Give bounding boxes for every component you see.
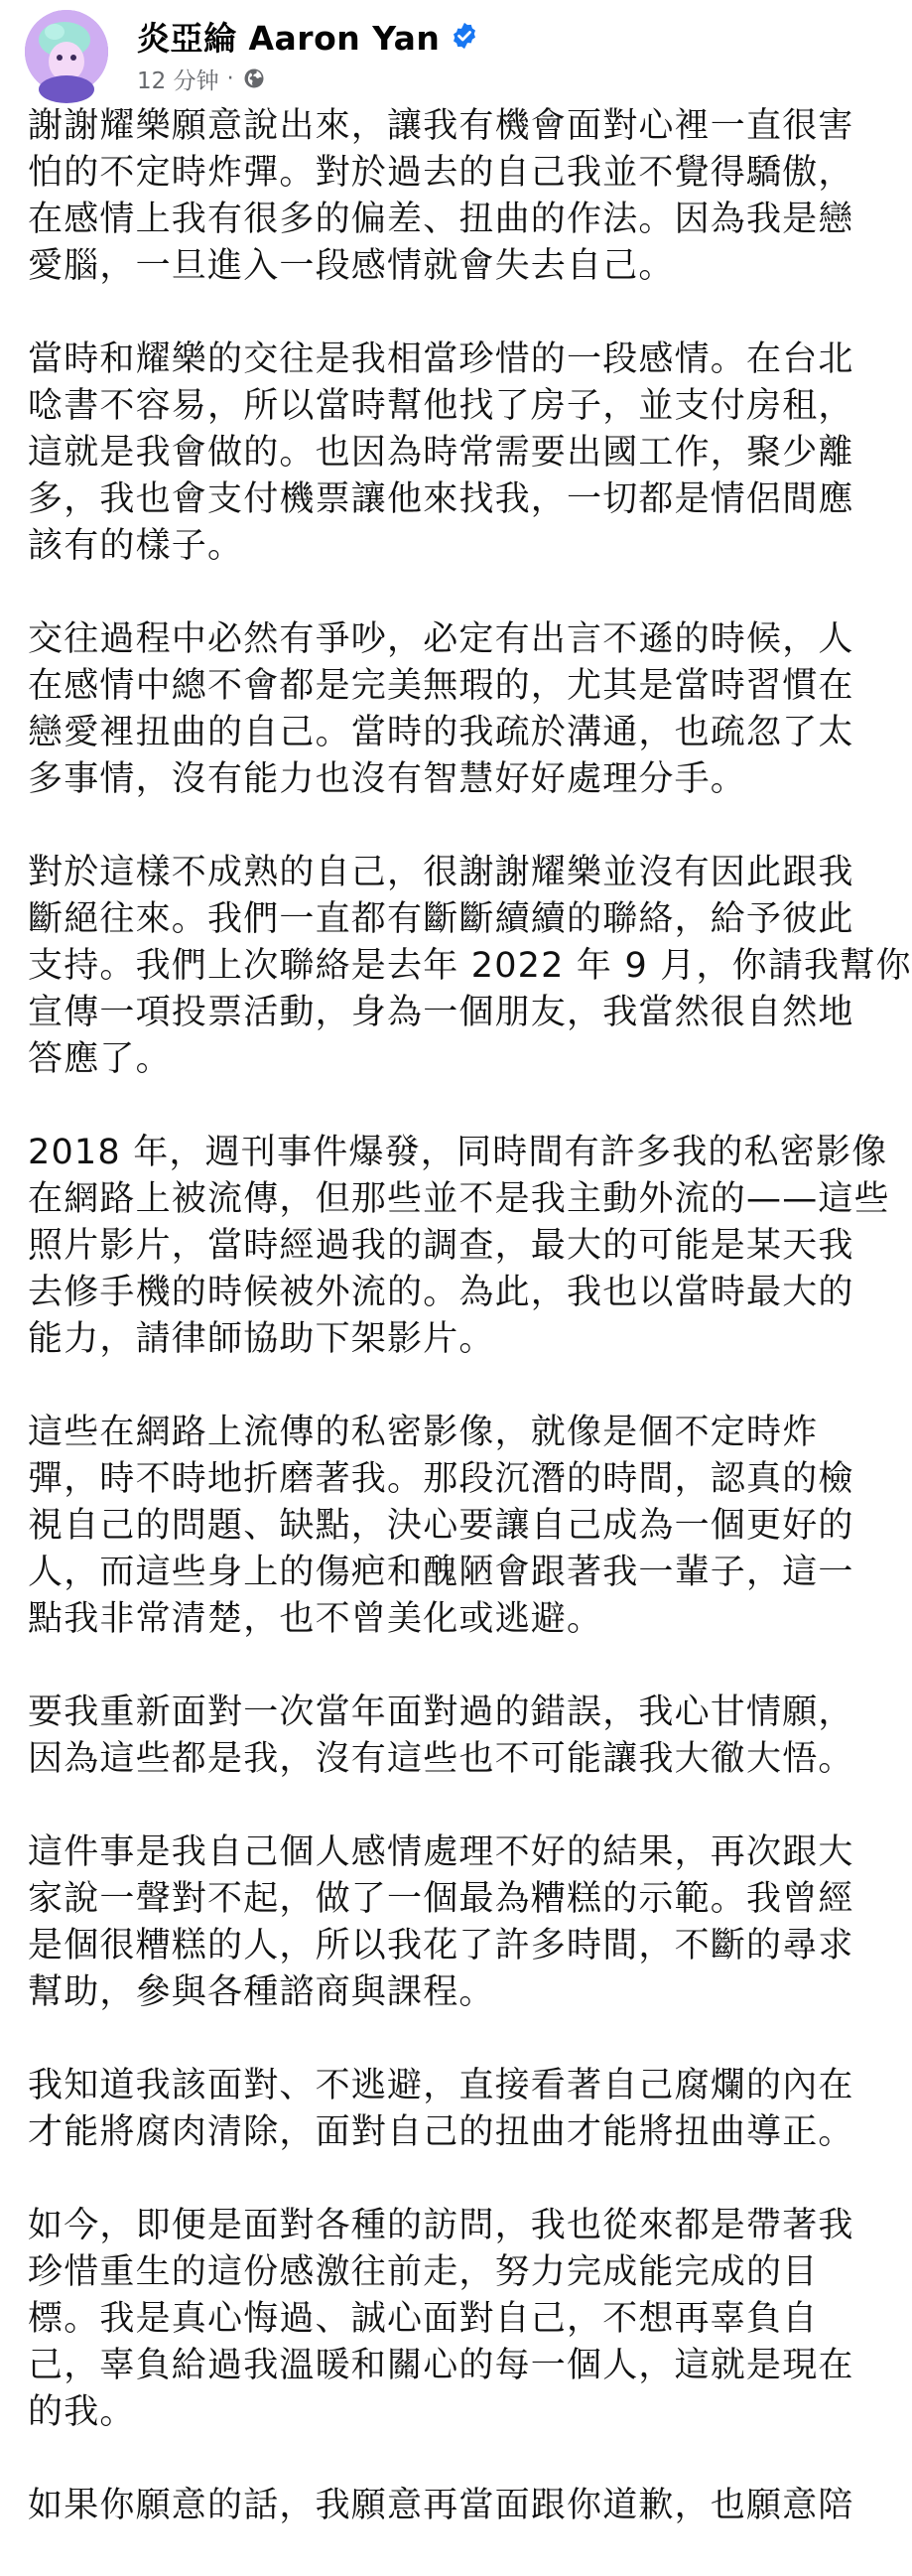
paragraph-line: 支持。我們上次聯絡是去年 2022 年 9 月，你請我幫你 bbox=[28, 946, 912, 986]
paragraph-line: 該有的樣子。 bbox=[28, 526, 244, 566]
paragraph-line: 這些在網路上流傳的私密影像，就像是個不定時炸 bbox=[28, 1413, 819, 1452]
paragraph-line: 交往過程中必然有爭吵，必定有出言不遜的時候，人 bbox=[28, 619, 854, 659]
paragraph-line: 去修手機的時候被外流的。為此，我也以當時最大的 bbox=[28, 1273, 854, 1312]
paragraph-line: 彈，時不時地折磨著我。那段沉潛的時間，認真的檢 bbox=[28, 1459, 854, 1499]
paragraph-line: 照片影片，當時經過我的調查，最大的可能是某天我 bbox=[28, 1226, 854, 1266]
post-paragraph bbox=[28, 2483, 854, 2529]
paragraph-line: 這就是我會做的。也因為時常需要出國工作，聚少離 bbox=[28, 433, 854, 473]
post-paragraph bbox=[28, 1130, 890, 1363]
post-timestamp[interactable]: 12 分钟 bbox=[137, 68, 219, 94]
globe-icon[interactable] bbox=[242, 67, 266, 90]
paragraph-line: 視自己的問題、缺點，決心要讓自己成為一個更好的 bbox=[28, 1506, 854, 1546]
post-paragraph bbox=[28, 1830, 854, 2016]
paragraph-line: 對於這樣不成熟的自己，很謝謝耀樂並沒有因此跟我 bbox=[28, 853, 854, 892]
paragraph-line: 斷絕往來。我們一直都有斷斷續續的聯絡，給予彼此 bbox=[28, 899, 854, 939]
paragraph-line: 多事情，沒有能力也沒有智慧好好處理分手。 bbox=[28, 759, 747, 799]
post-paragraph bbox=[28, 2203, 854, 2436]
post-header bbox=[25, 8, 839, 102]
paragraph-line: 謝謝耀樂願意說出來，讓我有機會面對心裡一直很害 bbox=[28, 106, 854, 146]
paragraph-line: 標。我是真心悔過、誠心面對自己，不想再辜負自 bbox=[28, 2299, 819, 2339]
paragraph-line: 當時和耀樂的交往是我相當珍惜的一段感情。在台北 bbox=[28, 339, 854, 379]
post-paragraph bbox=[28, 103, 854, 290]
paragraph-line: 點我非常清楚，也不曾美化或逃避。 bbox=[28, 1599, 603, 1639]
paragraph-line: 珍惜重生的這份感激往前走，努力完成能完成的目 bbox=[28, 2252, 819, 2292]
post-paragraph bbox=[28, 850, 912, 1083]
paragraph-line: 這件事是我自己個人感情處理不好的結果，再次跟大 bbox=[28, 1832, 854, 1872]
avatar-illustration bbox=[25, 10, 108, 93]
avatar[interactable] bbox=[25, 10, 108, 93]
paragraph-line: 人，而這些身上的傷疤和醜陋會跟著我一輩子，這一 bbox=[28, 1553, 854, 1592]
paragraph-line: 家說一聲對不起，做了一個最為糟糕的示範。我曾經 bbox=[28, 1879, 854, 1919]
paragraph-line: 才能將腐肉清除，面對自己的扭曲才能將扭曲導正。 bbox=[28, 2112, 854, 2152]
paragraph-line: 如今，即便是面對各種的訪問，我也從來都是帶著我 bbox=[28, 2206, 854, 2245]
author-name[interactable]: 炎亞綸 Aaron Yan bbox=[137, 18, 441, 58]
paragraph-line: 是個很糟糕的人，所以我花了許多時間，不斷的尋求 bbox=[28, 1926, 854, 1966]
post-paragraph bbox=[28, 616, 854, 803]
paragraph-line: 愛腦，一旦進入一段感情就會失去自己。 bbox=[28, 246, 675, 286]
meta-separator: · bbox=[226, 66, 234, 91]
paragraph-line: 在感情上我有很多的偏差、扭曲的作法。因為我是戀 bbox=[28, 200, 854, 239]
verified-badge-icon bbox=[450, 21, 479, 51]
paragraph-line: 多，我也會支付機票讓他來找我，一切都是情侶間應 bbox=[28, 479, 854, 519]
paragraph-line: 2018 年，週刊事件爆發，同時間有許多我的私密影像 bbox=[28, 1133, 888, 1172]
paragraph-line: 怕的不定時炸彈。對於過去的自己我並不覺得驕傲， bbox=[28, 153, 854, 193]
post-paragraph bbox=[28, 337, 854, 570]
paragraph-line: 能力，請律師協助下架影片。 bbox=[28, 1319, 495, 1359]
paragraph-line: 如果你願意的話，我願意再當面跟你道歉，也願意陪 bbox=[28, 2486, 854, 2525]
paragraph-line: 己，辜負給過我溫暖和關心的每一個人，這就是現在 bbox=[28, 2346, 854, 2385]
paragraph-line: 在感情中總不會都是完美無瑕的，尤其是當時習慣在 bbox=[28, 666, 854, 706]
author-line bbox=[137, 14, 479, 58]
paragraph-line: 因為這些都是我，沒有這些也不可能讓我大徹大悟。 bbox=[28, 1739, 854, 1779]
paragraph-line: 的我。 bbox=[28, 2392, 136, 2432]
paragraph-line: 要我重新面對一次當年面對過的錯誤，我心甘情願， bbox=[28, 1693, 854, 1732]
post-paragraph bbox=[28, 1410, 854, 1643]
paragraph-line: 我知道我該面對、不逃避，直接看著自己腐爛的內在 bbox=[28, 2066, 854, 2105]
paragraph-line: 答應了。 bbox=[28, 1039, 172, 1079]
post-meta bbox=[137, 64, 266, 93]
paragraph-line: 在網路上被流傳，但那些並不是我主動外流的——這些 bbox=[28, 1179, 890, 1219]
paragraph-line: 幫助，參與各種諮商與課程。 bbox=[28, 1972, 495, 2012]
paragraph-line: 戀愛裡扭曲的自己。當時的我疏於溝通，也疏忽了太 bbox=[28, 713, 854, 752]
post-paragraph bbox=[28, 1690, 854, 1783]
paragraph-line: 唸書不容易，所以當時幫他找了房子，並支付房租， bbox=[28, 386, 854, 426]
paragraph-line: 宣傳一項投票活動，身為一個朋友，我當然很自然地 bbox=[28, 993, 854, 1032]
post-body bbox=[28, 103, 912, 2576]
post-paragraph bbox=[28, 2063, 854, 2156]
